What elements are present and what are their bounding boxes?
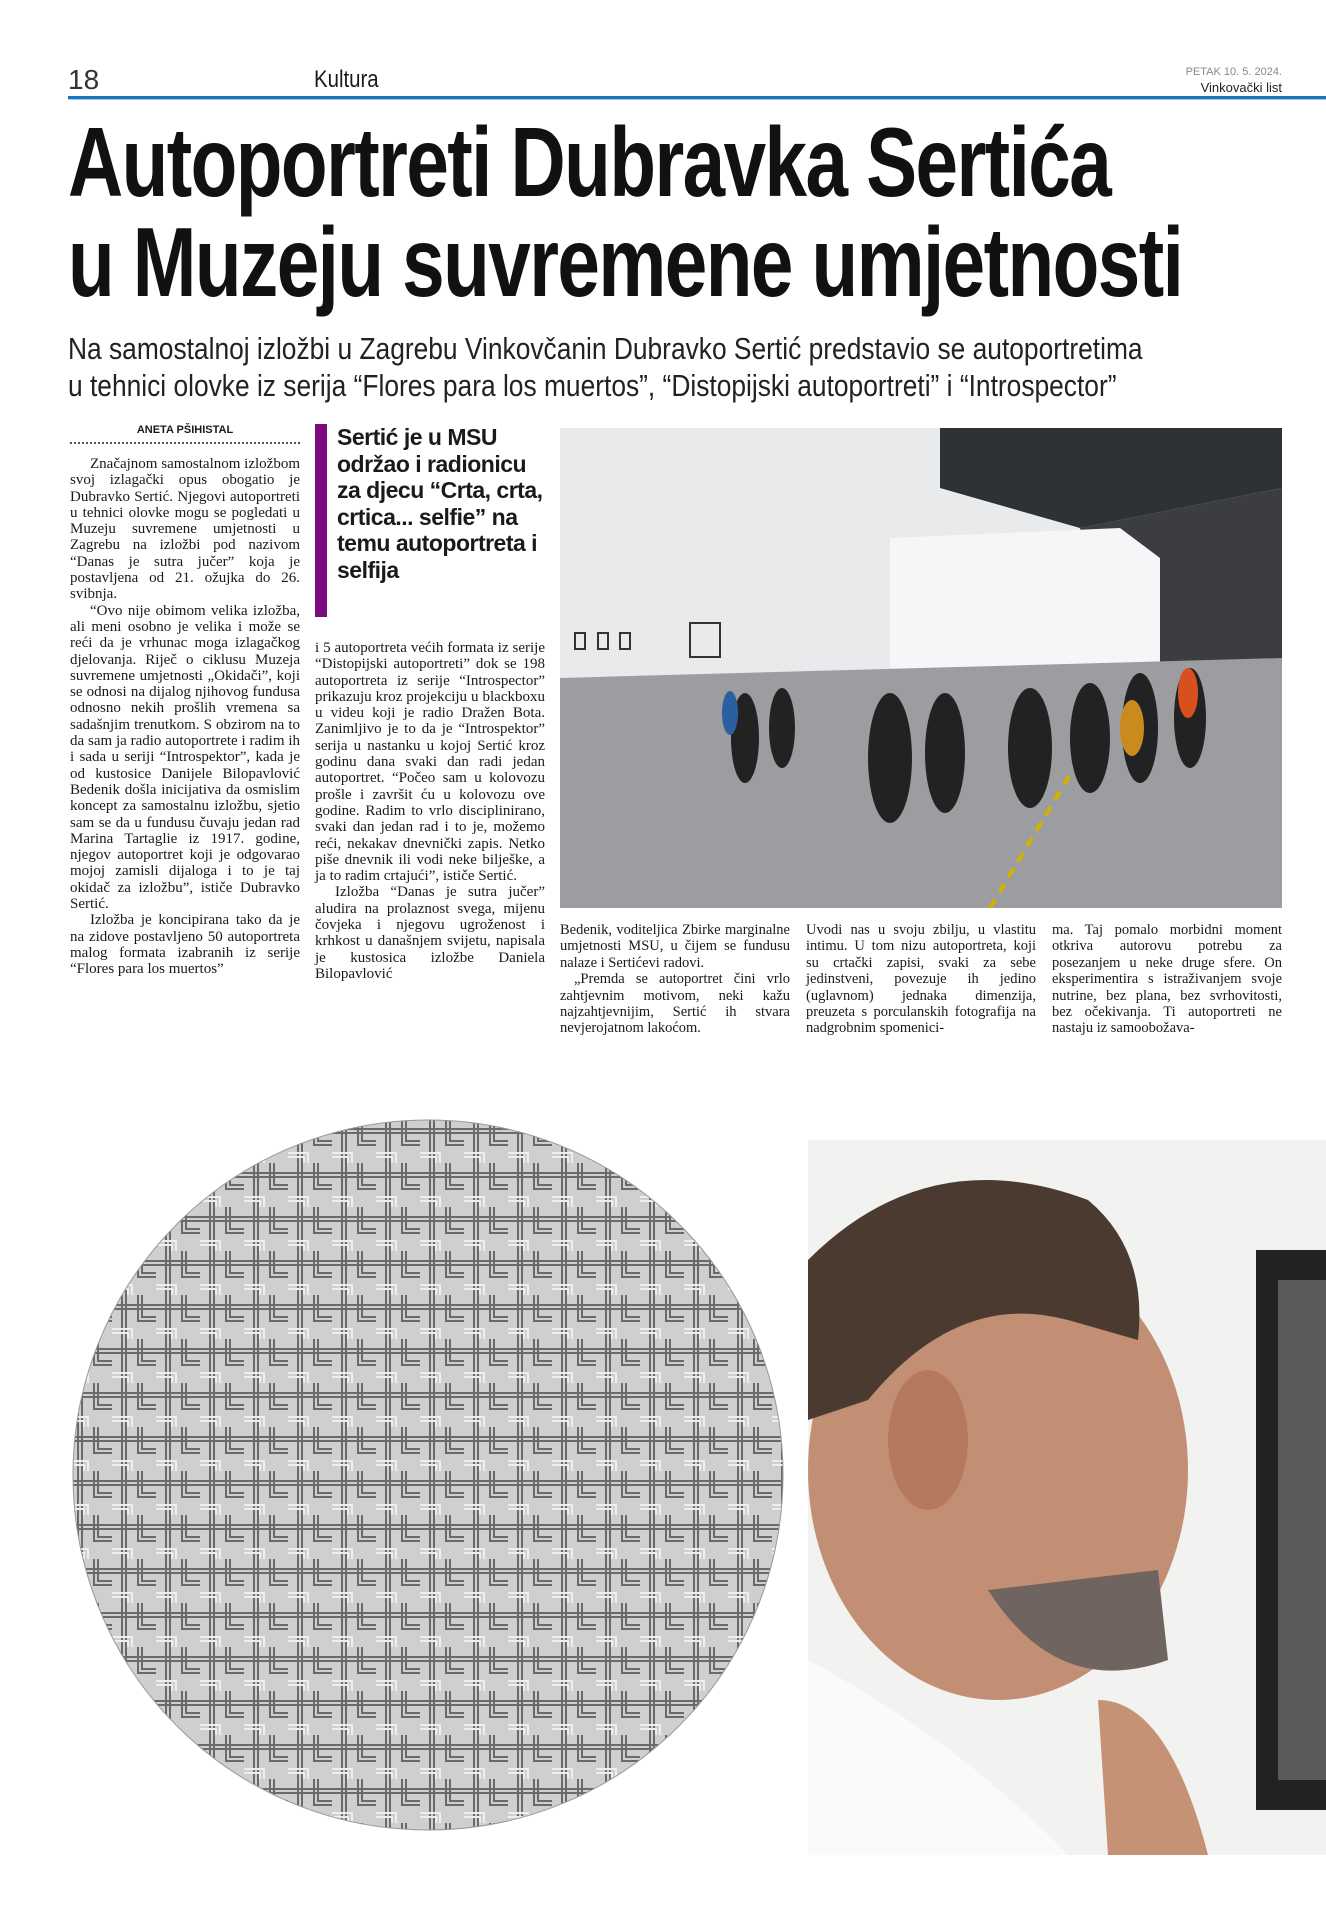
paragraph: ma. Taj pomalo morbidni moment otkriva autorovu potrebu za posezanjem u neke druge sfere. On eksperimentira s istraživanjem svoje nutrine, bez plana, bez svrhovitosti, bez očekivanja. Ti autoportreti ne nastaju iz samoobožava- [1052,922,1282,1037]
byline: ANETA PŠIHISTAL [136,424,234,436]
subtitle [68,330,1258,404]
subtitle-line-1: Na samostalnoj izložbi u Zagrebu Vinkovčanin Dubravko Sertić predstavio se autoportretima [68,331,1143,366]
subtitle-line-2: u tehnici olovke iz serija “Flores para los muertos”, “Distopijski autoportreti” i “Introspector” [68,368,1117,403]
paragraph: Bedenik, voditeljica Zbirke marginalne umjetnosti MSU, u čijem se fundusu nalaze i Sertićevi radovi. [560,922,790,971]
paragraph: „Premda se autoportret čini vrlo zahtjevnim motivom, neki kažu najzahtjevnijim, Sertić ih stvara nevjerojatnom lakoćom. [560,971,790,1037]
gallery-photo [560,428,1282,908]
paragraph: Izložba je koncipirana tako da je na zidove postavljeno 50 autoportreta malog formata izabranih iz serije “Flores para los muertos” [70,912,300,978]
article-column-5 [1052,922,1282,1037]
pull-quote-text: Sertić je u MSU održao i radionicu za djecu “Crta, crta, crtica... selfie” na temu autoportreta i selfija [337,424,543,583]
article-column-4 [806,922,1036,1037]
headline [68,107,1285,317]
article-column-3 [560,922,790,1037]
page-number: 18 [68,64,100,95]
article-column-2 [315,640,545,982]
newspaper-name: Vinkovački list [1200,80,1282,95]
headline-line-2: u Muzeju suvremene umjetnosti [68,207,1183,317]
artist-portrait-photo [808,1140,1326,1855]
paragraph: Značajnom samostalnom izložbom svoj izlagački opus obogatio je Dubravko Sertić. Njegovi autoportreti u tehnici olovke mogu se pogledati u Muzeju suvremene umjetnosti u Zagrebu na izložbi pod nazivom “Danas je sutra jučer” koja je postavljena od 21. ožujka do 26. svibnja. [70,456,300,603]
gallery-photo-illustration [560,428,1282,908]
issue-date: PETAK 10. 5. 2024. [1185,66,1282,78]
byline-divider [70,442,300,444]
paragraph: i 5 autoportreta većih formata iz serije “Distopijski autoportreti” dok se 198 autoportreta iz serije “Introspector” prikazuju kroz projekciju u blackboxu u videu koji je radio Dražen Bota. Zanimljivo je to da je “Introspektor” serija u nastanku u kojoj Sertić kroz godinu dana svaki dan radi jedan autoportret. “Počeo sam u kolovozu prošle i završit ću u kolovozu ove godine. Radim to vrlo disciplinirano, svaki dan jedan rad i to je, možemo reći, nekakav dnevnički zapis. Netko piše dnevnik ili vodi neke bilješke, a ja to radim crtajući”, ističe Sertić. [315,640,545,885]
circular-drawing-illustration [68,1075,790,1855]
portrait-illustration [808,1140,1326,1855]
header-rule [68,96,1326,100]
paragraph: “Ovo nije obimom velika izložba, ali meni osobno je velika i može se reći da je vrhunac moga izlagačkog djelovanja. Riječ o ciklusu Muzeja suvremene umjetnosti „Okidači”, koji se odnosi na dijalog njihovog fundusa odnosno nekih prošlih vremena sa sadašnjim trenutkom. S obzirom na to da sam ja radio autoportrete i radim ih i sada u seriji “Introspektor”, kada je od kustosice Danijele Bilopavlović Bedenik došla inicijativa da osmislim koncept za samostalnu izložbu, sjetio sam se da u fundusu čuvaju jedan rad Marina Tartaglie iz 1917. godine, njegov autoportret koji je odgovarao mojoj zamisli dijaloga i to je taj okidač za izložbu”, ističe Dubravko Sertić. [70,602,300,913]
paragraph: Uvodi nas u svoju zbilju, u vlastitu intimu. U tom nizu autoportreta, koji su crtački zapisi, svaki za sebe jedinstveni, povezuje ih jedino (uglavnom) jednaka dimenzija, preuzeta s porculanskih fotografija na nadgrobnim spomenici- [806,922,1036,1037]
pull-quote [315,424,545,617]
article-column-1 [70,456,300,978]
section-title: Kultura [314,66,379,93]
headline-line-1: Autoportreti Dubravka Sertića [68,107,1111,217]
pencil-drawing-artwork [68,1075,790,1855]
paragraph: Izložba “Danas je sutra jučer” aludira na prolaznost svega, mijenu čovjeka i njegovu ugroženost i krhkost u današnjem svijetu, napisala je kustosica izložbe Daniela Bilopavlović [315,884,545,982]
